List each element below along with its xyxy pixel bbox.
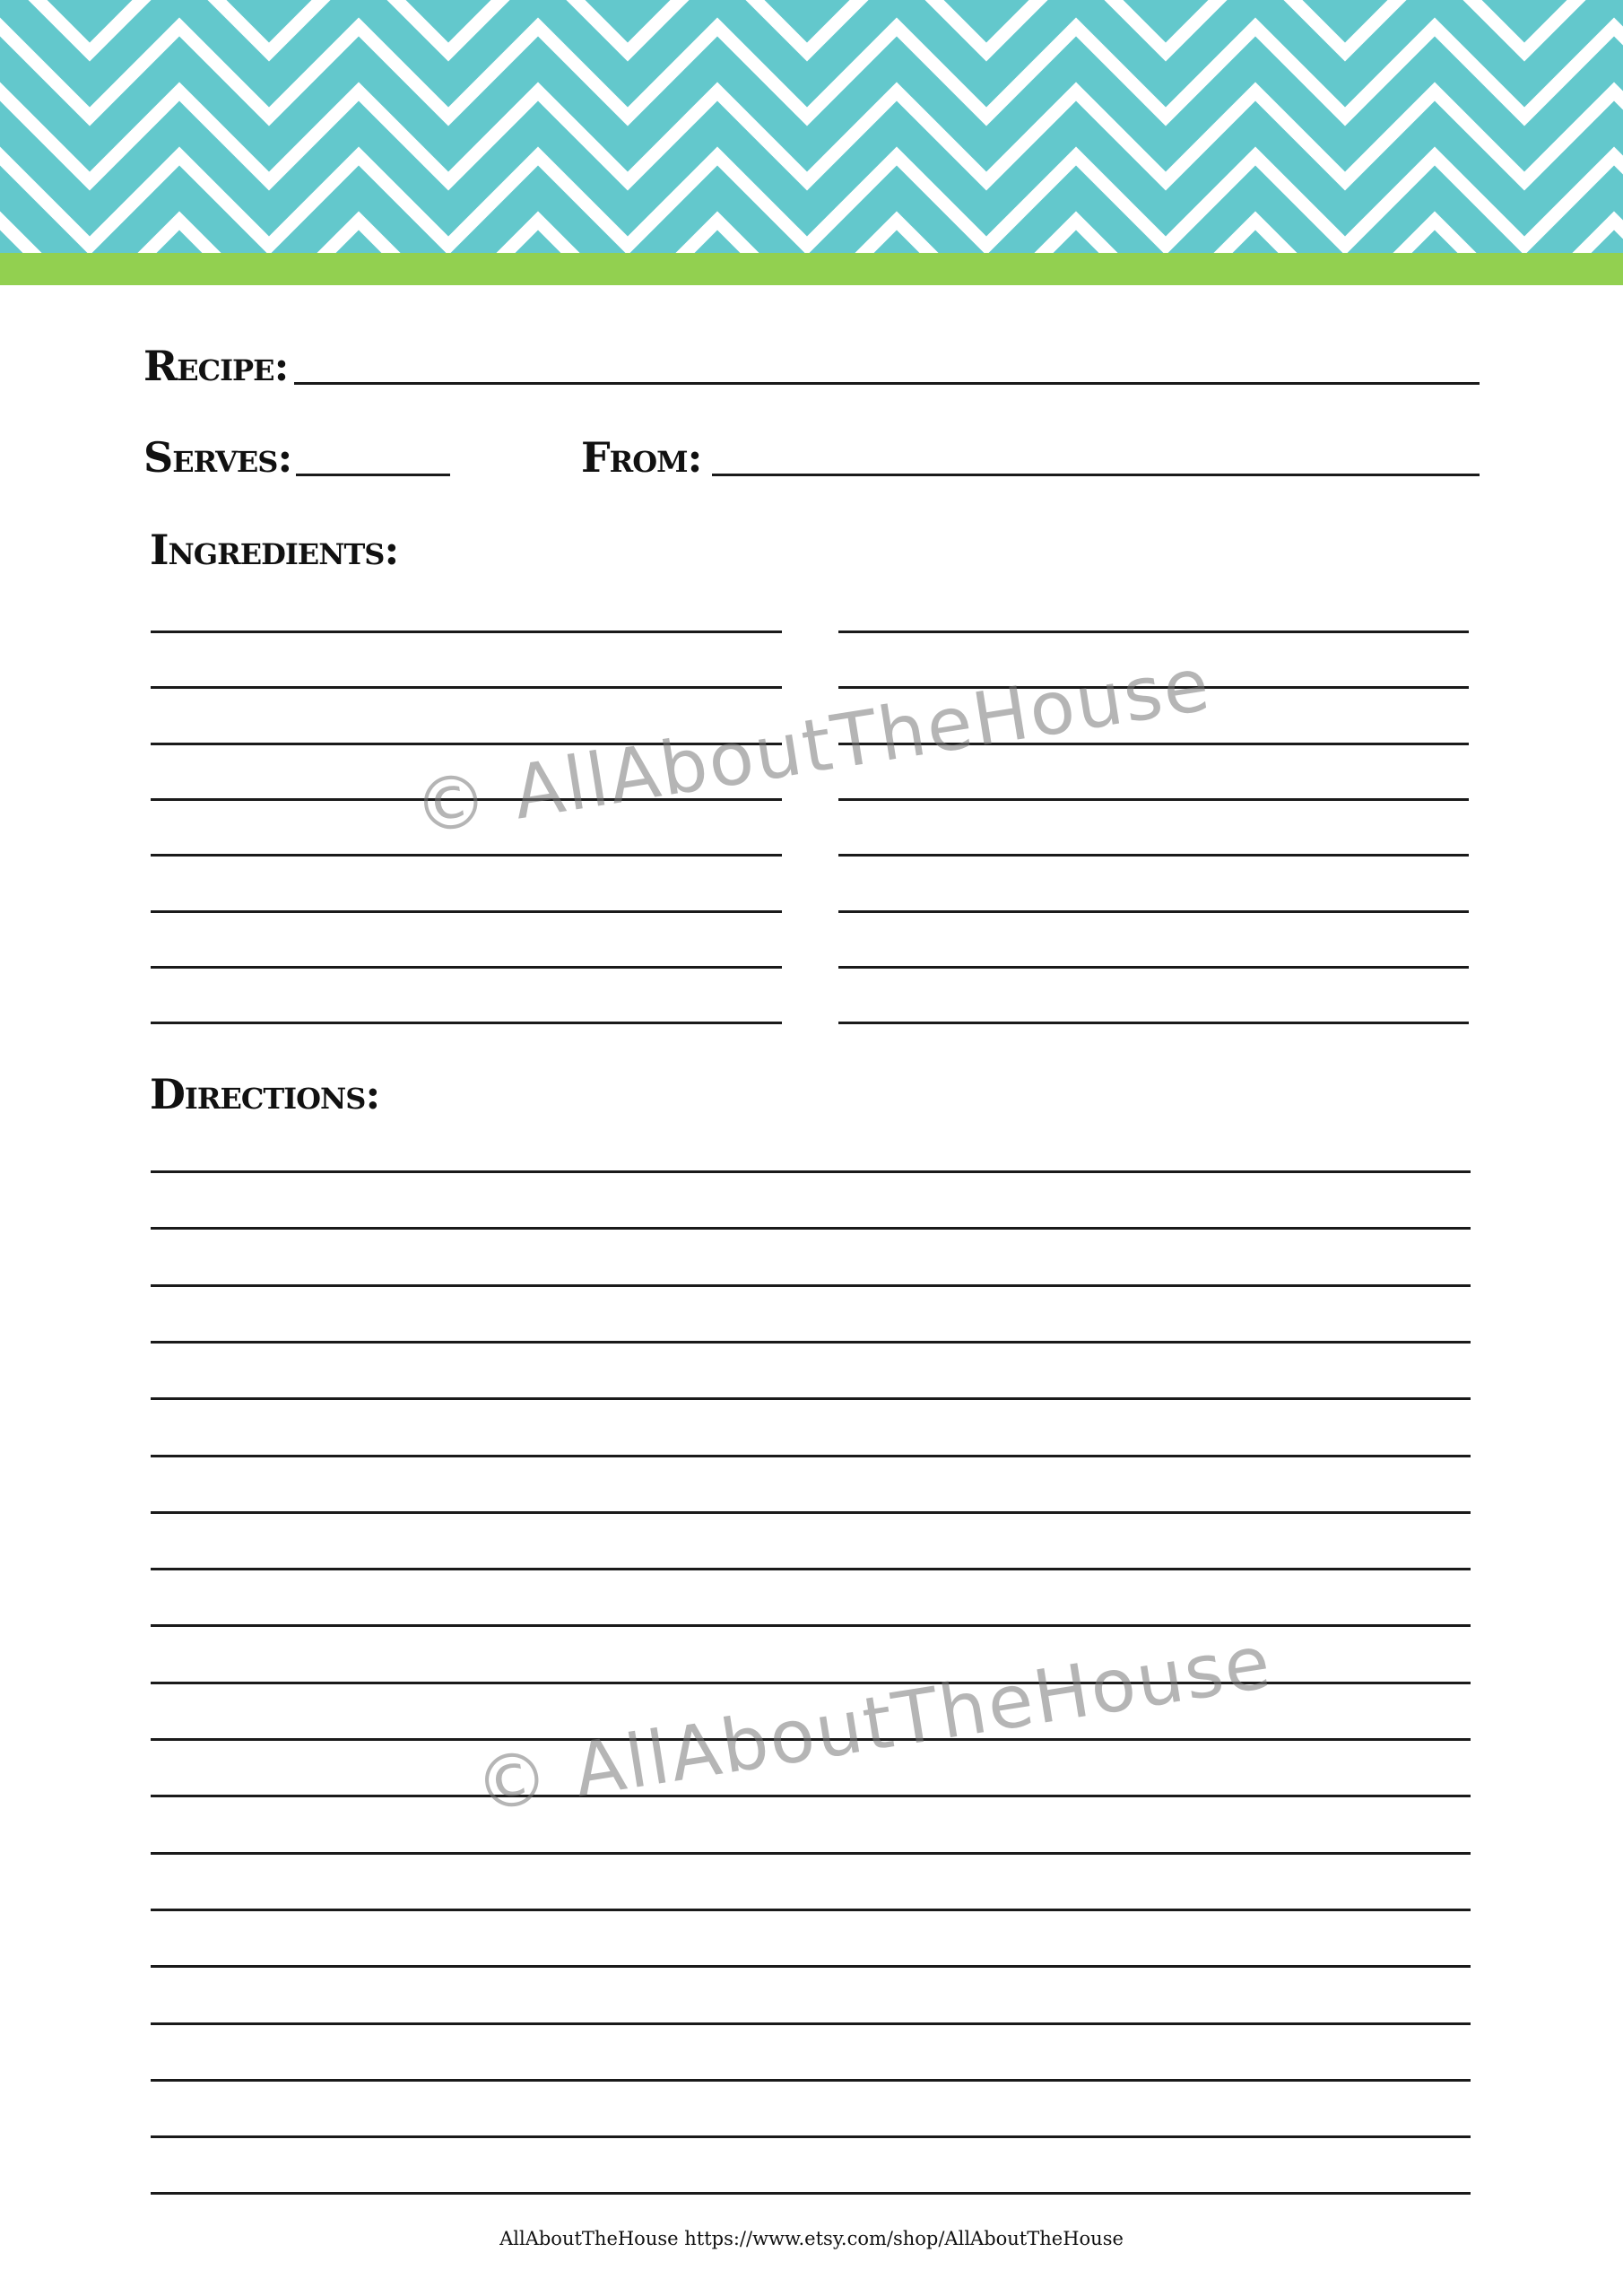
direction-line[interactable] — [151, 1511, 1471, 1514]
ingredient-line[interactable] — [838, 854, 1469, 857]
ingredient-line[interactable] — [151, 966, 782, 969]
direction-line[interactable] — [151, 1624, 1471, 1627]
watermark-lower: © AllAboutTheHouse — [469, 1619, 1278, 1830]
ingredient-line[interactable] — [838, 631, 1469, 633]
recipe-label: Recipe: — [143, 342, 289, 390]
ingredient-line[interactable] — [838, 798, 1469, 801]
watermark-upper: © AllAboutTheHouse — [408, 641, 1217, 852]
direction-line[interactable] — [151, 1227, 1471, 1230]
green-accent-stripe — [0, 253, 1623, 285]
direction-line[interactable] — [151, 1852, 1471, 1855]
direction-line[interactable] — [151, 1284, 1471, 1287]
direction-line[interactable] — [151, 2192, 1471, 2195]
direction-line[interactable] — [151, 1795, 1471, 1797]
ingredient-line[interactable] — [838, 1022, 1469, 1024]
directions-heading: Directions: — [150, 1070, 380, 1118]
chevron-header-pattern — [0, 0, 1623, 253]
footer-credit: AllAboutTheHouse https://www.etsy.com/shop/AllAboutTheHouse — [499, 2228, 1124, 2249]
serves-field[interactable] — [296, 474, 450, 476]
direction-line[interactable] — [151, 1397, 1471, 1400]
from-label: From: — [581, 433, 702, 482]
direction-line[interactable] — [151, 2135, 1471, 2138]
direction-line[interactable] — [151, 1568, 1471, 1570]
ingredient-line[interactable] — [151, 910, 782, 913]
ingredient-line[interactable] — [151, 631, 782, 633]
ingredients-heading: Ingredients: — [150, 526, 399, 574]
direction-line[interactable] — [151, 1170, 1471, 1173]
direction-line[interactable] — [151, 1909, 1471, 1911]
ingredient-line[interactable] — [838, 966, 1469, 969]
ingredient-line[interactable] — [151, 686, 782, 689]
direction-line[interactable] — [151, 1341, 1471, 1344]
ingredient-line[interactable] — [151, 854, 782, 857]
direction-line[interactable] — [151, 2022, 1471, 2025]
direction-line[interactable] — [151, 2079, 1471, 2082]
direction-line[interactable] — [151, 1455, 1471, 1457]
recipe-field[interactable] — [294, 382, 1480, 385]
serves-label: Serves: — [143, 433, 292, 482]
ingredient-line[interactable] — [838, 910, 1469, 913]
ingredient-line[interactable] — [151, 1022, 782, 1024]
direction-line[interactable] — [151, 1965, 1471, 1968]
from-field[interactable] — [712, 474, 1480, 476]
